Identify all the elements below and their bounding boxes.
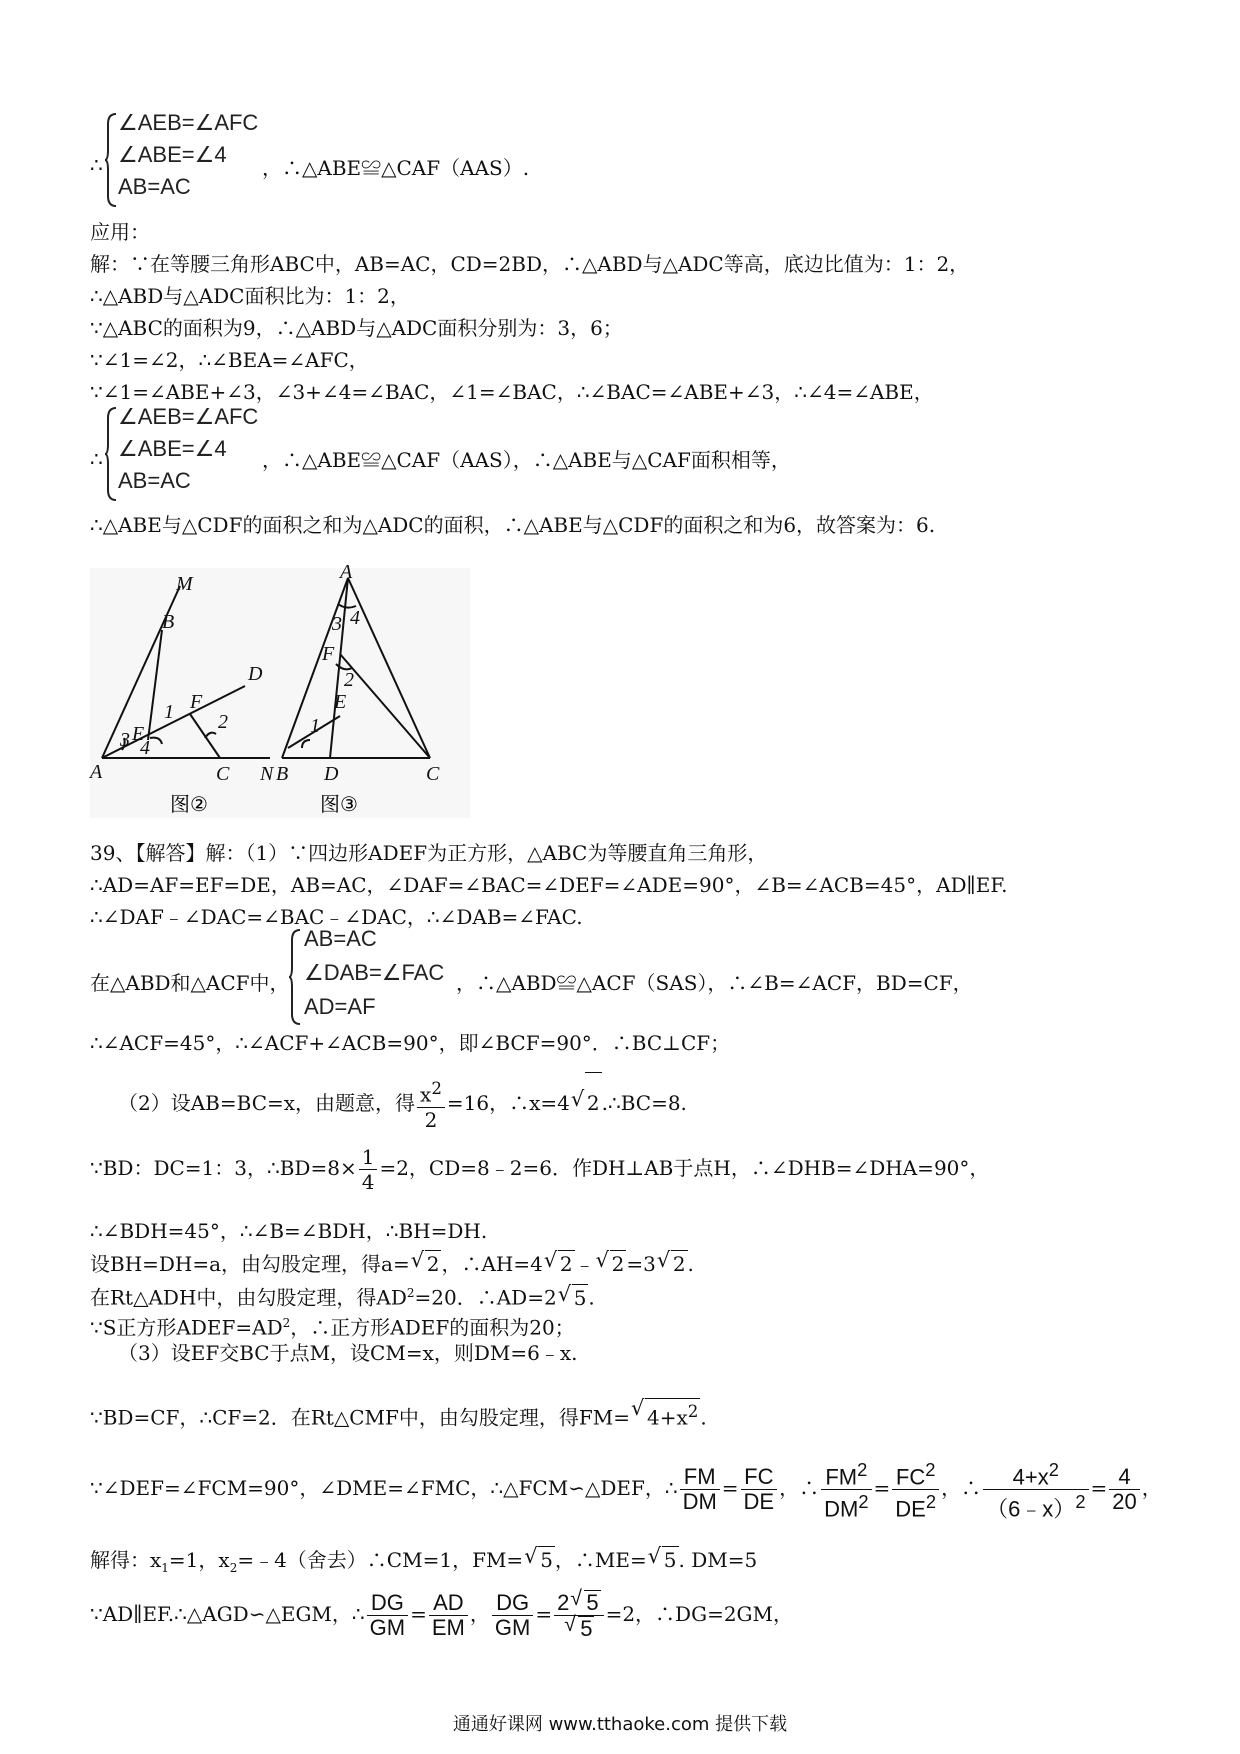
text-span: . [700,1405,707,1430]
label-3: 3 [332,613,342,635]
text-line [90,1546,757,1581]
section-label: 应用： [90,220,150,244]
sys1-line-3: AB=AC [118,174,191,199]
brace-2 [104,406,118,502]
fraction-FM2-DM2 [821,1458,871,1522]
sys3-line-3: AD=AF [304,994,376,1019]
fraction-4x2-6x2 [983,1458,1088,1522]
text-span: . [588,1285,595,1310]
numerator: 4 [1109,1465,1139,1490]
label-1: 1 [310,715,320,737]
label-B: B [276,763,289,785]
sys1-line-2: ∠ABE=∠4 [118,142,227,167]
text-line [90,1280,595,1311]
label-2: 2 [344,669,354,691]
proportion-line: ∵∠DEF=∠FCM=90°，∠DME=∠FMC，∴△FCM∽△DEF，∴ $\frac{FM}{DM}$ = $\frac{FC}{DE}$ ，∴ $\frac{FM^2}{DM^2}$ = $\frac{FC^2}{DE^2}$ ，∴ $\frac{4+x^2}{(6﹣x)^2}$ = $\frac{4}{20}$ ， [90,1458,1162,1522]
numerator: FM [680,1465,720,1490]
fraction-AD-EM [429,1591,468,1640]
text-span: ，∴AH=4 [441,1252,543,1276]
coefficient: 2 [557,1590,570,1615]
label-C: C [216,763,230,785]
subscript: 2 [229,1561,238,1575]
label-F: F [322,643,335,665]
label-E: E [132,723,145,745]
label-4: 4 [140,737,150,759]
brace-3 [288,928,302,1026]
fraction-DG-GM [492,1591,533,1640]
label-A: A [90,761,103,783]
figure-3-caption: 图③ [320,792,358,816]
sys1-conclusion: ，∴△ABE≌△CAF（AAS）. [262,156,530,180]
exponent: 2 [925,1491,937,1512]
label-C: C [426,763,440,785]
question-39-header: 39、【解答】解：（1）∵四边形ADEF为正方形，△ABC为等腰直角三角形， [90,841,768,865]
sys3-line-1: AB=AC [304,926,377,951]
numerator: 1 [359,1145,378,1170]
numerator: FC [741,1465,778,1490]
text-span: ，∴ME= [554,1548,647,1572]
text-span: ，∴正方形ADEF的面积为20； [290,1315,575,1340]
text-span: ， [469,1602,490,1626]
figure-3-diagram [276,561,460,816]
text-line [90,1398,707,1431]
text-span: =3 [626,1252,656,1276]
denominator: 4 [361,1170,375,1194]
exponent: 2 [687,1402,699,1421]
text-line: 在△ABD和△ACF中， [90,971,290,995]
text-line: ∴AD=AF=EF=DE，AB=AC，∠DAF=∠BAC=∠DEF=∠ADE=90°，∠B=∠ACB=45°，AD∥EF. [90,873,1008,897]
sqrt-2: √ 2 [585,1072,602,1133]
figure-2-diagram [90,568,280,816]
text-span: ∵AD∥EF.∴△AGD∽△EGM，∴ [90,1602,365,1626]
exponent: 2 [1048,1458,1059,1480]
text-span: ∵BD=CF，∴CF=2．在Rt△CMF中，由勾股定理，得FM= [90,1405,631,1430]
numerator: DG [492,1591,533,1616]
text-span: 在Rt△ADH中，由勾股定理，得AD [90,1285,407,1310]
text-span: ∵S正方形ADEF=AD [90,1315,283,1340]
numerator: FC [895,1464,926,1489]
text-span: ， [1141,1476,1162,1500]
fraction-x2-over-2 [417,1077,445,1132]
sys1-line-1: ∠AEB=∠AFC [118,110,259,135]
figure-2-caption: 图② [170,792,208,816]
denominator: 2 [424,1107,438,1132]
fraction-FM-DM [680,1465,720,1514]
figure-panel [90,561,470,818]
sqrt-5: √ 5 [662,1546,679,1573]
fraction-FC2-DE2 [892,1458,939,1522]
exponent: 2 [282,1316,291,1330]
label-2: 2 [218,711,228,733]
denominator: （6﹣x） [986,1496,1076,1522]
text-span: . DM=5 [678,1548,758,1572]
text-line: ∴△ABE与△CDF的面积之和为△ADC的面积，∴△ABE与△CDF的面积之和为6，故答案为：6. [90,513,936,537]
sqrt-2: √ 2 [671,1250,688,1277]
numerator: 4+x [1012,1464,1049,1489]
exponent: 2 [857,1458,868,1480]
sqrt-4-plus-x2 [645,1398,700,1431]
text-span: ﹣ [574,1252,595,1276]
fraction-DG-GM [367,1591,408,1640]
label-1: 1 [164,701,174,723]
text-span: 设BH=DH=a，由勾股定理，得a= [90,1252,410,1276]
exponent: 2 [431,1079,442,1099]
text-span: ，∴ [779,1476,820,1500]
sys2-conclusion: ，∴△ABE≌△CAF（AAS），∴△ABE与△CAF面积相等， [262,448,791,472]
text-line: ∵∠1=∠ABE+∠3，∠3+∠4=∠BAC，∠1=∠BAC，∴∠BAC=∠ABE+∠3，∴∠4=∠ABE， [90,380,934,404]
text-line [90,1250,694,1277]
fraction-4-20 [1109,1465,1139,1514]
text-span: =16，∴x=4 [446,1091,570,1115]
denominator: EM [431,1615,465,1640]
label-N: N [260,763,274,785]
sqrt-2: √ 2 [425,1250,442,1277]
text-line [90,1138,989,1198]
text-line: ∴∠BDH=45°，∴∠B=∠BDH，∴BH=DH. [90,1219,488,1243]
label-D: D [324,763,339,785]
text-line: ∵∠1=∠2，∴∠BEA=∠AFC， [90,348,369,372]
text-line: ∴∠DAF﹣∠DAC=∠BAC﹣∠DAC，∴∠DAB=∠FAC. [90,905,583,929]
text-line [90,1310,575,1341]
label-4: 4 [350,607,360,629]
page-footer: 通通好课网 www.tthaoke.com 提供下载 [452,1714,788,1735]
sys3-conclusion: ，∴△ABD≌△ACF（SAS），∴∠B=∠ACF，BD=CF， [456,971,973,995]
exponent: 2 [858,1491,869,1512]
text-span: ∵∠DEF=∠FCM=90°，∠DME=∠FMC，∴△FCM∽△DEF，∴ [90,1476,678,1500]
therefore-symbol: ∴ [90,447,103,471]
text-span: ，∴ [941,1476,982,1500]
label-M: M [176,573,193,595]
denominator: 20 [1112,1489,1137,1514]
part-3-line: （3）设EF交BC于点M，设CM=x，则DM=6﹣x. [118,1341,578,1365]
label-E: E [334,691,347,713]
numerator: AD [429,1591,468,1616]
exponent: 2 [925,1458,936,1480]
sys2-line-2: ∠ABE=∠4 [118,436,227,461]
sqrt-2: √ 2 [610,1250,627,1277]
sqrt-5: √ 5 [578,1616,594,1641]
exponent: 2 [1075,1491,1086,1512]
brace-1 [104,112,118,208]
text-span: =2，CD=8﹣2=6．作DH⊥AB于点H，∴∠DHB=∠DHA=90°， [379,1156,990,1180]
denominator: DM [824,1496,859,1522]
sqrt-5: √ 5 [584,1590,600,1615]
text-line: ∴△ABD与△ADC面积比为：1：2， [90,284,410,308]
text-span: =2，∴DG=2GM， [605,1602,794,1626]
radicand: 4+x [647,1405,688,1430]
text-line: ∵△ABC的面积为9，∴△ABD与△ADC面积分别为：3，6； [90,316,623,340]
sqrt-5: √ 5 [538,1546,555,1573]
text-span: =﹣4（舍去）∴CM=1，FM= [237,1548,524,1572]
label-D: D [248,663,263,685]
text-span: . [687,1252,694,1276]
sys2-line-1: ∠AEB=∠AFC [118,404,259,429]
therefore-symbol: ∴ [90,153,103,177]
numerator-x: x [420,1082,432,1107]
denominator: DE [895,1496,926,1522]
numerator: DG [367,1591,408,1616]
sqrt-2: √ 2 [558,1250,575,1277]
label-3: 3 [120,729,130,751]
sys2-line-3: AB=AC [118,468,191,493]
text-line: ∴∠ACF=45°，∴∠ACF+∠ACB=90°，即∠BCF=90°．∴BC⊥CF； [90,1031,731,1055]
part-2-line [118,1072,687,1133]
text-span: =20．∴AD=2 [414,1285,557,1310]
denominator: GM [494,1615,531,1640]
label-A: A [340,561,353,583]
fraction-FC-DE [741,1465,778,1514]
sys3-line-2: ∠DAB=∠FAC [304,960,445,985]
text-span: .∴BC=8. [601,1091,687,1115]
text-span: （2）设AB=BC=x，由题意，得 [118,1091,416,1115]
label-F: F [190,691,203,713]
denominator: GM [369,1615,406,1640]
subscript: 1 [161,1561,169,1575]
denominator: DM [682,1489,717,1514]
fraction-2sqrt5-sqrt5 [554,1590,604,1641]
denominator: DE [743,1489,775,1514]
text-span: ∵BD：DC=1：3，∴BD=8× [90,1156,357,1180]
sqrt-5: √ 5 [572,1284,589,1311]
text-line: 解：∵在等腰三角形ABC中，AB=AC，CD=2BD，∴△ABD与△ADC等高，底边比值为：1：2， [90,252,970,276]
text-span: =1，x [168,1548,230,1572]
text-span: 解得：x [90,1548,162,1572]
exponent: 2 [406,1286,415,1300]
numerator: FM [825,1464,858,1489]
text-line: ∵AD∥EF.∴△AGD∽△EGM，∴ $\frac{DG}{GM}$ = $\frac{AD}{EM}$ ， $\frac{DG}{GM}$ = 2√ 5 √ 5 =2，∴DG=2GM， [90,1578,793,1650]
label-B: B [162,611,175,633]
fraction-1-over-4 [359,1145,378,1194]
